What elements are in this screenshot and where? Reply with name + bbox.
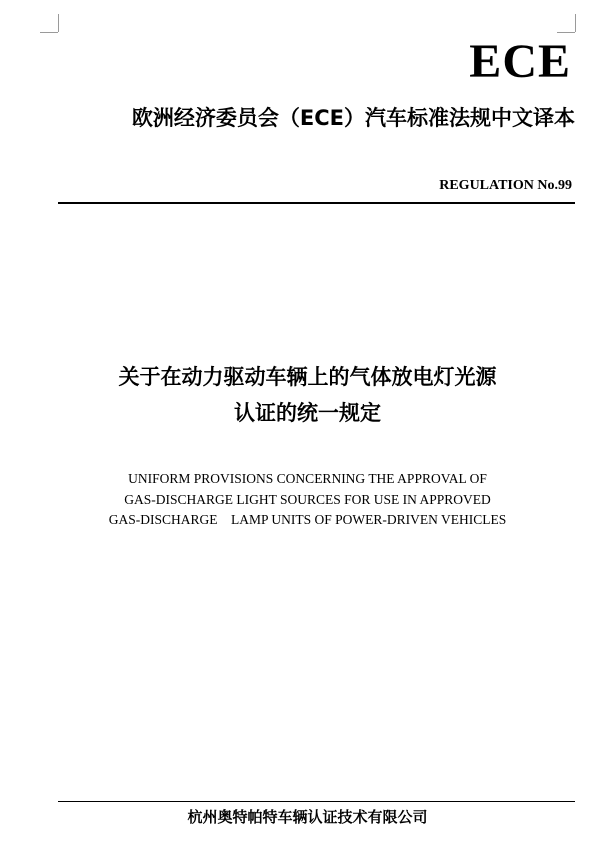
regulation-number: REGULATION No.99: [439, 178, 572, 193]
footer-divider: [58, 801, 575, 802]
ece-logo: ECE: [469, 35, 571, 88]
crop-mark-top-left-horizontal: [40, 32, 58, 33]
crop-mark-top-right-horizontal: [557, 32, 575, 33]
header-divider: [58, 202, 575, 204]
crop-mark-top-right-vertical: [575, 14, 576, 32]
chinese-title-line-1: 关于在动力驱动车辆上的气体放电灯光源: [118, 365, 497, 389]
english-title: [40, 469, 575, 531]
company-name: 杭州奥特帕特车辆认证技术有限公司: [187, 808, 428, 826]
chinese-title: [40, 359, 575, 431]
series-title: 欧洲经济委员会（ECE）汽车标准法规中文译本: [131, 106, 575, 130]
english-title-line-2: GAS-DISCHARGE LIGHT SOURCES FOR USE IN APPROVED: [124, 491, 491, 507]
english-title-line-3: GAS-DISCHARGE LAMP UNITS OF POWER-DRIVEN VEHICLES: [108, 512, 507, 527]
crop-mark-top-left-vertical: [58, 14, 59, 32]
chinese-title-line-2: 认证的统一规定: [234, 401, 381, 425]
english-title-line-1: UNIFORM PROVISIONS CONCERNING THE APPROVAL OF: [128, 471, 487, 486]
